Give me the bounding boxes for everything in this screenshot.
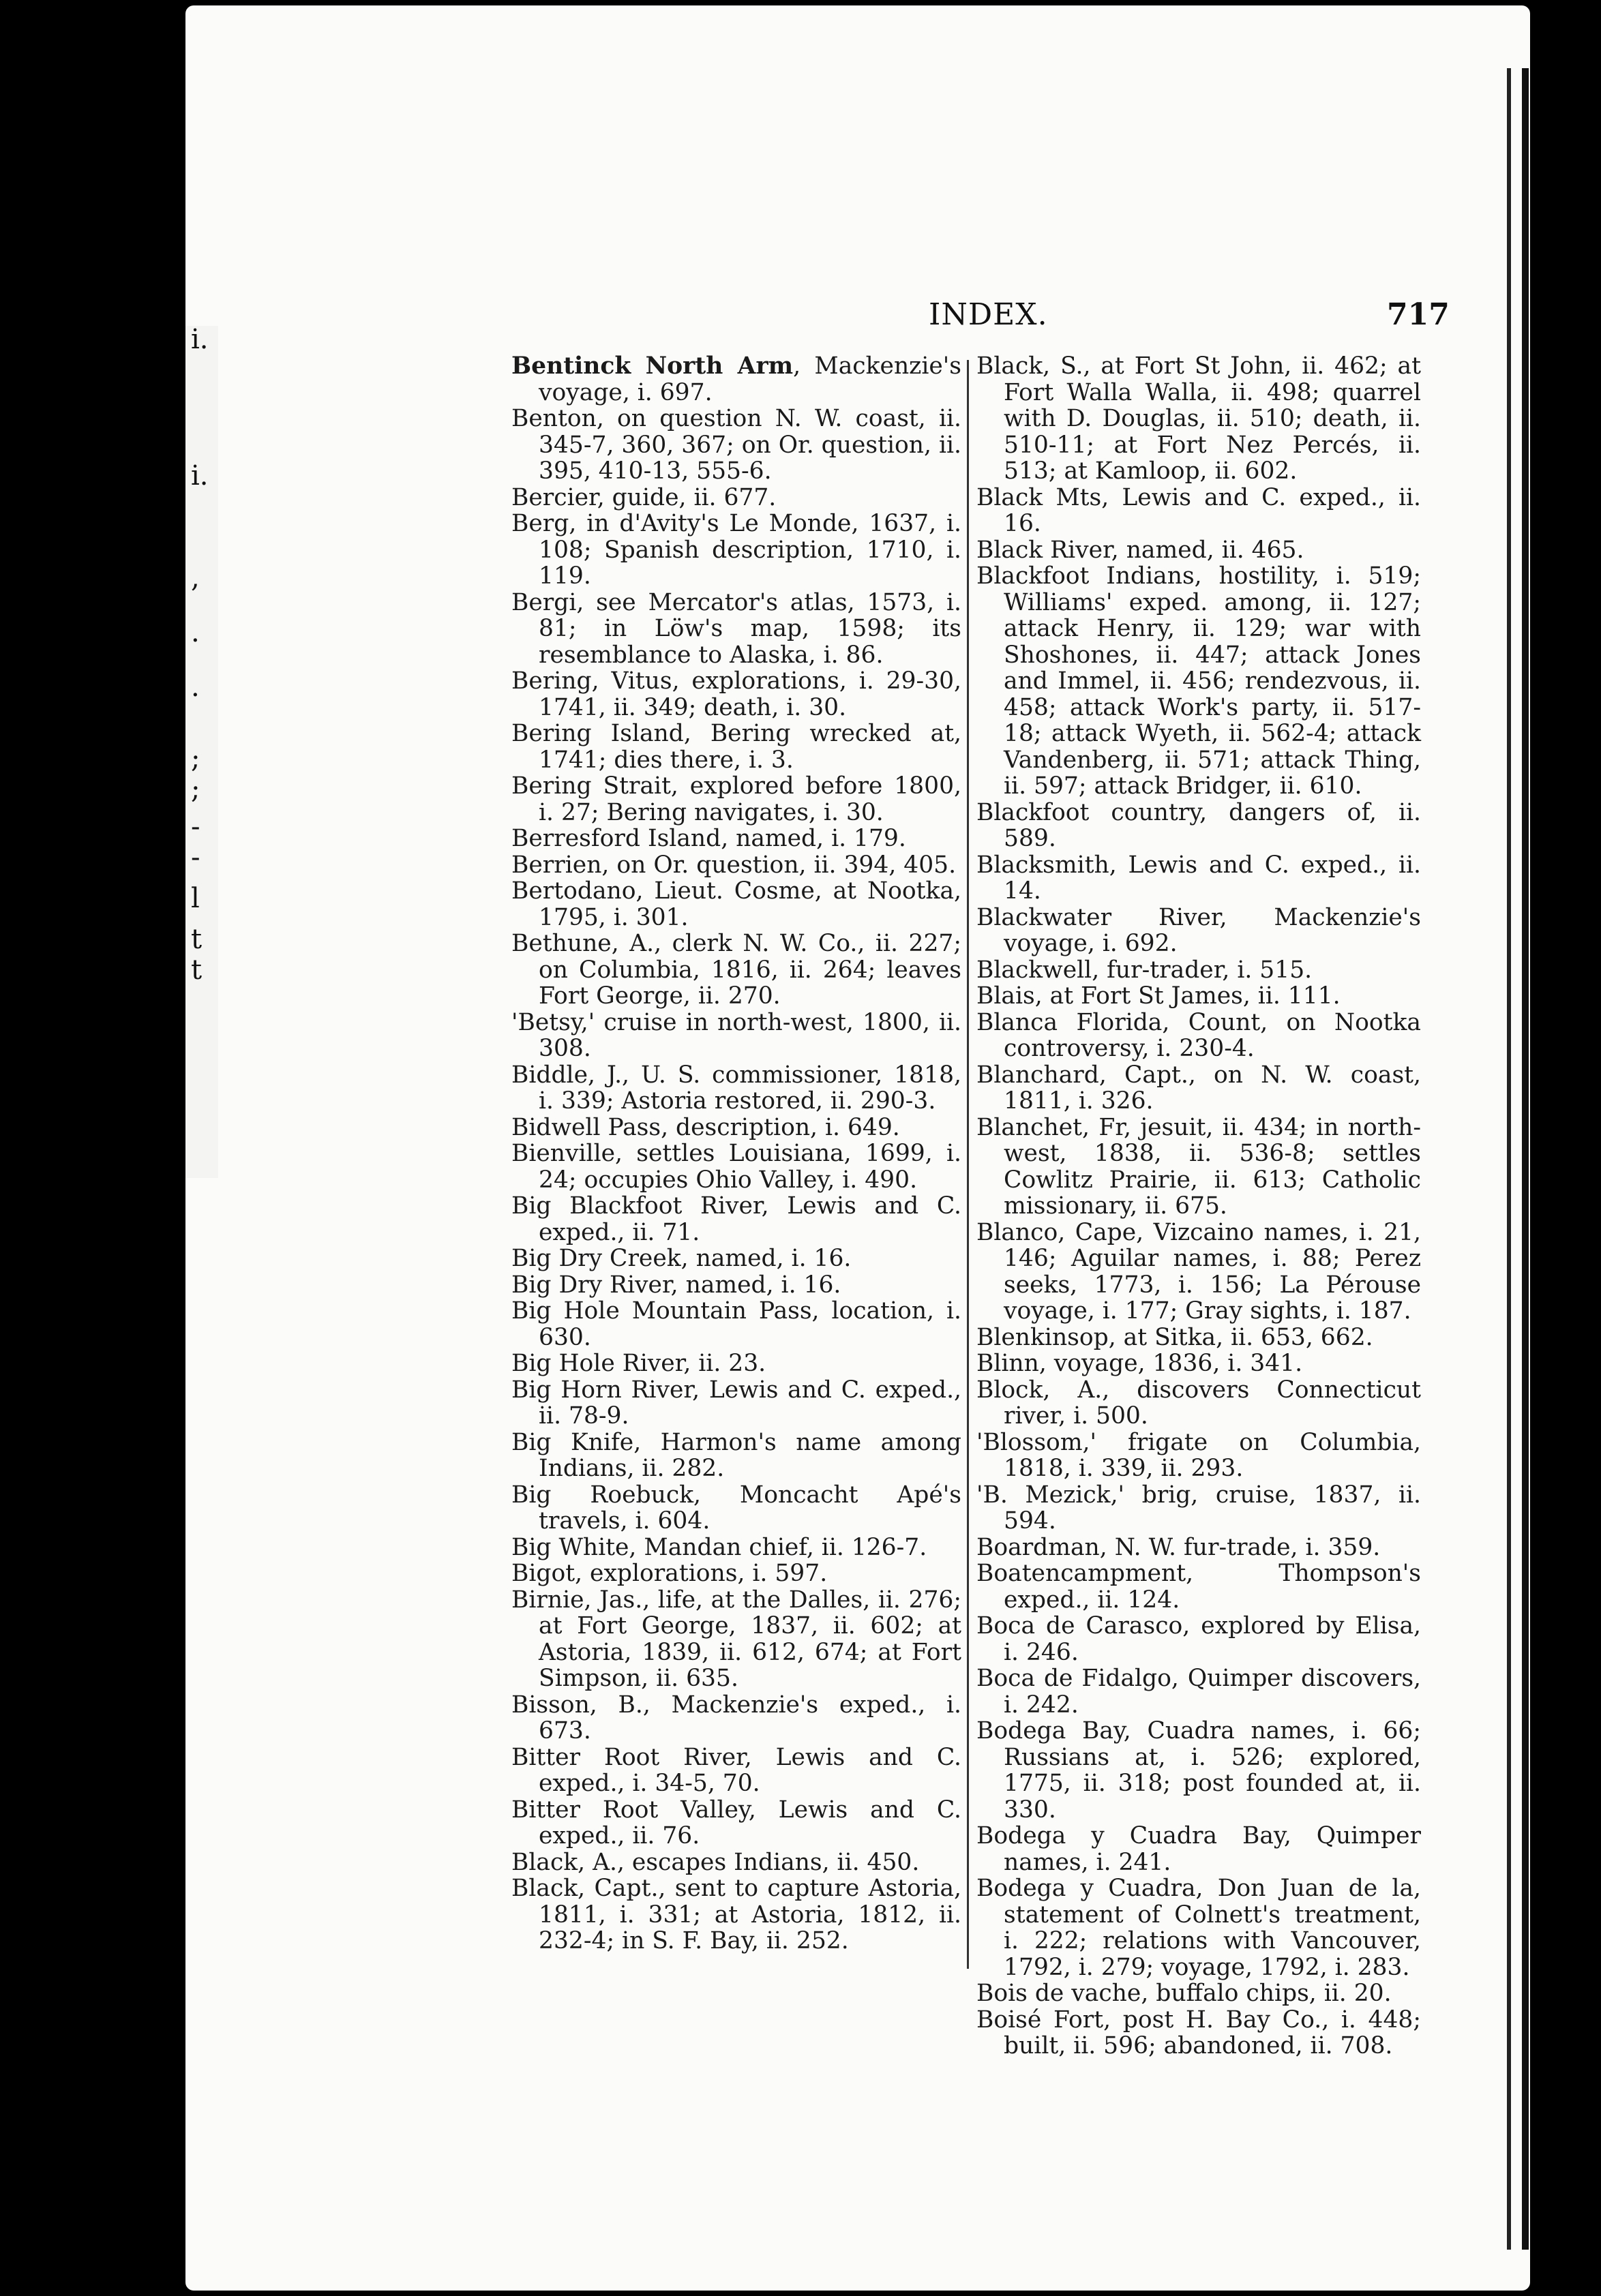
- index-entry: Big Hole Mountain Pass, location, i. 630.: [511, 1297, 961, 1351]
- index-entry: Black River, named, ii. 465.: [976, 536, 1304, 564]
- index-column-left: [511, 353, 961, 1954]
- index-entry: Blais, at Fort St James, ii. 111.: [976, 982, 1341, 1010]
- index-entry: Blackfoot country, dangers of, ii. 589.: [976, 798, 1421, 852]
- index-entry: Bitter Root River, Lewis and C. exped., i. 34-5, 70.: [511, 1743, 961, 1797]
- index-entry: Blackfoot Indians, hostility, i. 519; Williams' exped. among, ii. 127; attack Henry, ii. 129; war with Shoshones, ii. 447; attack Jones and Immel, ii. 456; rendezvous, ii. 458; attack Work's party, ii. 517-18; attack Wyeth, ii. 562-4; attack Vandenberg, ii. 571; attack Thing, ii. 597; attack Bridger, ii. 610.: [976, 562, 1421, 800]
- index-entry: Boatencampment, Thompson's exped., ii. 124.: [976, 1560, 1421, 1614]
- facing-page-char: ,: [191, 562, 200, 594]
- index-entry: Blinn, voyage, 1836, i. 341.: [976, 1350, 1303, 1377]
- page-number: 717: [1387, 297, 1450, 332]
- index-entry: Bodega y Cuadra, Don Juan de la, statement of Colnett's treatment, i. 222; relations with Vancouver, 1792, i. 279; voyage, 1792, i. 283.: [976, 1875, 1421, 1981]
- index-entry: Black, Capt., sent to capture Astoria, 1811, i. 331; at Astoria, 1812, ii. 232-4; in S. F. Bay, ii. 252.: [511, 1875, 961, 1954]
- column-divider: [967, 360, 969, 1969]
- index-entry: Big White, Mandan chief, ii. 126-7.: [511, 1533, 927, 1561]
- facing-page-char: t: [191, 924, 203, 955]
- index-entry: Blanca Florida, Count, on Nootka controversy, i. 230-4.: [976, 1008, 1421, 1062]
- index-entry: Boardman, N. W. fur-trade, i. 359.: [976, 1533, 1381, 1561]
- index-entry: Big Hole River, ii. 23.: [511, 1350, 766, 1377]
- index-entry: Bentinck North Arm, Mackenzie's voyage, i. 697.: [511, 352, 961, 406]
- facing-page-char: l: [191, 883, 200, 914]
- index-entry: Berrien, on Or. question, ii. 394, 405.: [511, 851, 957, 879]
- facing-page-fragment: [185, 326, 218, 1178]
- index-entry: Bisson, B., Mackenzie's exped., i. 673.: [511, 1691, 961, 1744]
- index-entry: Blackwater River, Mackenzie's voyage, i. 692.: [976, 903, 1421, 957]
- facing-page-char: ;: [191, 743, 200, 774]
- index-entry: 'B. Mezick,' brig, cruise, 1837, ii. 594.: [976, 1481, 1421, 1535]
- facing-page-char: -: [191, 811, 200, 843]
- index-entry: Bercier, guide, ii. 677.: [511, 483, 777, 511]
- index-entry: Black, S., at Fort St John, ii. 462; at Fort Walla Walla, ii. 498; quarrel with D. Douglas, ii. 510; death, ii. 510-11; at Fort Nez Percés, ii. 513; at Kamloop, ii. 602.: [976, 352, 1421, 485]
- facing-page-char: .: [191, 617, 200, 648]
- index-entry: Boca de Fidalgo, Quimper discovers, i. 242.: [976, 1665, 1421, 1719]
- index-entry: Big Dry River, named, i. 16.: [511, 1271, 841, 1299]
- index-entry: Big Knife, Harmon's name among Indians, ii. 282.: [511, 1428, 961, 1482]
- index-entry: Benton, on question N. W. coast, ii. 345-7, 360, 367; on Or. question, ii. 395, 410-13, 555-6.: [511, 405, 961, 485]
- index-entry: Berg, in d'Avity's Le Monde, 1637, i. 108; Spanish description, 1710, i. 119.: [511, 510, 961, 590]
- index-entry: Big Dry Creek, named, i. 16.: [511, 1245, 852, 1272]
- index-entry: Blanco, Cape, Vizcaino names, i. 21, 146; Aguilar names, i. 88; Perez seeks, 1773, i. 156; La Pérouse voyage, i. 177; Gray sights, i. 187.: [976, 1218, 1421, 1325]
- index-entry: Bering Island, Bering wrecked at, 1741; dies there, i. 3.: [511, 720, 961, 774]
- index-entry: Bois de vache, buffalo chips, ii. 20.: [976, 1980, 1392, 2007]
- index-entry: Bergi, see Mercator's atlas, 1573, i. 81; in Löw's map, 1598; its resemblance to Alaska, i. 86.: [511, 588, 961, 669]
- index-entry: Big Blackfoot River, Lewis and C. exped., ii. 71.: [511, 1192, 961, 1246]
- index-entry: Biddle, J., U. S. commissioner, 1818, i. 339; Astoria restored, ii. 290-3.: [511, 1061, 961, 1115]
- facing-page-char: i.: [191, 324, 209, 355]
- index-entry: Bethune, A., clerk N. W. Co., ii. 227; on Columbia, 1816, ii. 264; leaves Fort George, ii. 270.: [511, 930, 961, 1010]
- running-head: INDEX.: [929, 297, 1048, 332]
- index-entry: 'Betsy,' cruise in north-west, 1800, ii. 308.: [511, 1008, 961, 1062]
- index-entry: Blenkinsop, at Sitka, ii. 653, 662.: [976, 1323, 1373, 1351]
- facing-page-char: ;: [191, 774, 200, 805]
- index-column-right: [976, 353, 1421, 2059]
- facing-page-char: t: [191, 954, 203, 986]
- facing-page-char: -: [191, 842, 200, 873]
- index-entry: Berresford Island, named, i. 179.: [511, 825, 906, 852]
- index-entry: Bertodano, Lieut. Cosme, at Nootka, 1795, i. 301.: [511, 877, 961, 931]
- facing-page-char: i.: [191, 460, 209, 492]
- index-entry: Block, A., discovers Connecticut river, i. 500.: [976, 1376, 1421, 1430]
- index-entry: Bering, Vitus, explorations, i. 29-30, 1741, ii. 349; death, i. 30.: [511, 667, 961, 721]
- page-edge: [1522, 68, 1529, 2250]
- index-entry: Bitter Root Valley, Lewis and C. exped., ii. 76.: [511, 1796, 961, 1849]
- index-entry: Bienville, settles Louisiana, 1699, i. 24; occupies Ohio Valley, i. 490.: [511, 1140, 961, 1194]
- index-entry: Big Roebuck, Moncacht Apé's travels, i. 604.: [511, 1481, 961, 1535]
- index-entry: Bodega Bay, Cuadra names, i. 66; Russians at, i. 526; explored, 1775, ii. 318; post founded at, ii. 330.: [976, 1717, 1421, 1824]
- headword: Bentinck North Arm: [511, 352, 794, 380]
- index-entry: 'Blossom,' frigate on Columbia, 1818, i. 339, ii. 293.: [976, 1428, 1421, 1482]
- index-entry: Boca de Carasco, explored by Elisa, i. 246.: [976, 1612, 1421, 1666]
- index-entry: Black Mts, Lewis and C. exped., ii. 16.: [976, 483, 1421, 537]
- page-edge: [1507, 68, 1511, 2250]
- index-entry: Bigot, explorations, i. 597.: [511, 1560, 828, 1587]
- index-entry: Blacksmith, Lewis and C. exped., ii. 14.: [976, 851, 1421, 905]
- index-entry: Big Horn River, Lewis and C. exped., ii. 78-9.: [511, 1376, 961, 1430]
- index-entry: Blackwell, fur-trader, i. 515.: [976, 956, 1313, 984]
- index-entry: Boisé Fort, post H. Bay Co., i. 448; built, ii. 596; abandoned, ii. 708.: [976, 2006, 1421, 2059]
- index-entry: Birnie, Jas., life, at the Dalles, ii. 276; at Fort George, 1837, ii. 602; at Astoria, 1839, ii. 612, 674; at Fort Simpson, ii. 635.: [511, 1586, 961, 1692]
- index-entry: Bering Strait, explored before 1800, i. 27; Bering navigates, i. 30.: [511, 772, 961, 826]
- index-entry: Blanchet, Fr, jesuit, ii. 434; in north-west, 1838, ii. 536-8; settles Cowlitz Prairie, ii. 613; Catholic missionary, ii. 675.: [976, 1113, 1421, 1220]
- index-entry: Blanchard, Capt., on N. W. coast, 1811, i. 326.: [976, 1061, 1421, 1115]
- index-entry: Bidwell Pass, description, i. 649.: [511, 1113, 900, 1141]
- index-entry: Bodega y Cuadra Bay, Quimper names, i. 241.: [976, 1822, 1421, 1876]
- facing-page-char: .: [191, 671, 200, 703]
- index-entry: Black, A., escapes Indians, ii. 450.: [511, 1848, 920, 1876]
- book-page: [185, 5, 1530, 2291]
